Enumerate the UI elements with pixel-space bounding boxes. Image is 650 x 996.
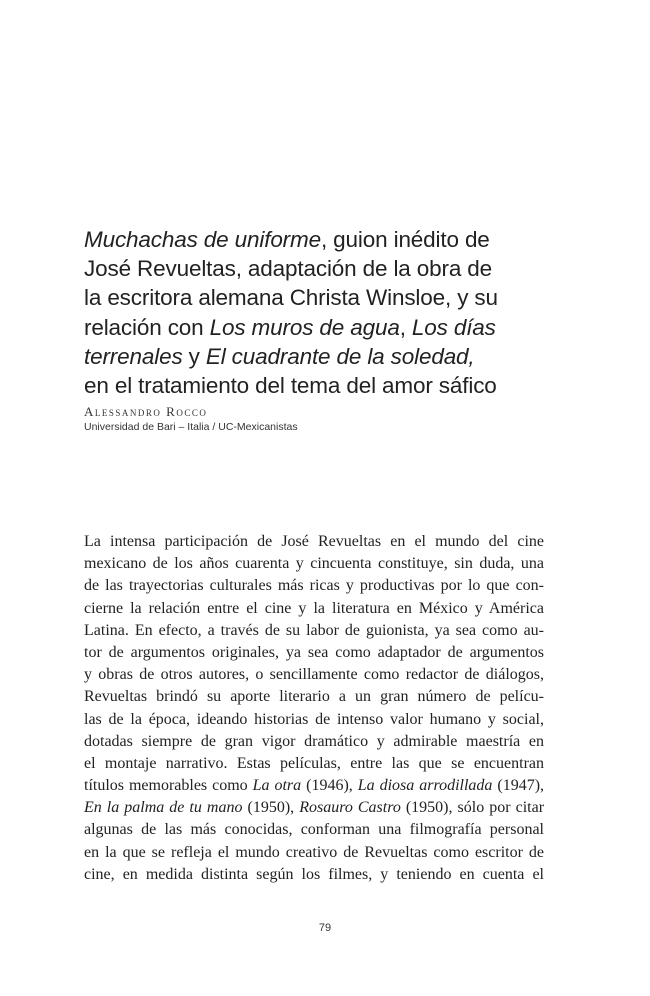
title-line — [84, 225, 574, 254]
film-title: Muchachas de uniforme — [84, 227, 321, 252]
film-title: En la palma de tu mano — [84, 799, 243, 817]
text-line: dotadas siempre de gran vigor dramático y admirable maestría en — [84, 732, 544, 750]
text-line: algunas de las más conocidas, conforman una filmografía personal — [84, 821, 544, 839]
film-title: La otra — [252, 777, 302, 795]
title-line — [84, 342, 574, 371]
title-line: la escritora alemana Christa Winsloe, y su — [84, 285, 498, 311]
book-title: Los muros de agua — [209, 314, 400, 340]
author-affiliation: Universidad de Bari – Italia / UC-Mexicanistas — [84, 421, 298, 433]
chapter-title — [84, 225, 574, 400]
body-paragraph — [84, 531, 544, 886]
text-line: cine, en medida distinta según los filmes, y teniendo en cuenta el — [84, 865, 544, 883]
title-line: José Revueltas, adaptación de la obra de — [84, 256, 493, 282]
film-title: Rosauro Castro — [299, 799, 401, 817]
text-run: (1947), — [492, 777, 545, 795]
book-title: terrenales — [84, 343, 183, 369]
text-line: Revueltas brindó su aporte literario a un gran número de pelícu- — [84, 688, 544, 706]
page-number: 79 — [318, 922, 332, 934]
text-run: títulos memorables como — [84, 777, 253, 795]
text-line: tor de argumentos originales, ya sea como adaptador de argumentos — [84, 643, 544, 661]
text-line: cierne la relación entre el cine y la literatura en México y América — [84, 599, 544, 617]
text-line: Latina. En efecto, a través de su labor de guionista, ya sea como au- — [84, 621, 544, 639]
title-text: y — [182, 343, 206, 369]
book-title: Los días — [411, 314, 496, 340]
text-line — [84, 775, 544, 797]
author-name: Alessandro Rocco — [84, 404, 208, 419]
text-line: en la que se refleja el mundo creativo de Revueltas como escritor de — [84, 843, 544, 861]
title-text: relación con — [84, 314, 210, 340]
text-run: (1950), sólo por citar — [400, 799, 545, 817]
text-line: y obras de otros autores, o sencillamente como redactor de diálogos, — [84, 666, 544, 684]
title-line — [84, 313, 574, 342]
text-line: de las trayectorias culturales más ricas y productivas por lo que con- — [84, 577, 544, 595]
title-line: en el tratamiento del tema del amor sáfico — [84, 373, 497, 399]
text-line: mexicano de los años cuarenta y cincuenta constituye, sin duda, una — [84, 555, 544, 573]
film-title: La diosa arrodillada — [357, 777, 493, 795]
book-title: El cuadrante de la soledad, — [205, 343, 475, 369]
text-run: (1950), — [242, 799, 300, 817]
title-text: , guion inédito de — [320, 227, 490, 252]
text-run: (1946), — [301, 777, 358, 795]
text-line — [84, 797, 544, 819]
text-line: La intensa participación de José Revueltas en el mundo del cine — [84, 533, 544, 550]
title-text: , — [399, 314, 412, 340]
text-line: el montaje narrativo. Estas películas, entre las que se encuentran — [84, 754, 544, 772]
text-line: las de la época, ideando historias de intenso valor humano y social, — [84, 710, 544, 728]
